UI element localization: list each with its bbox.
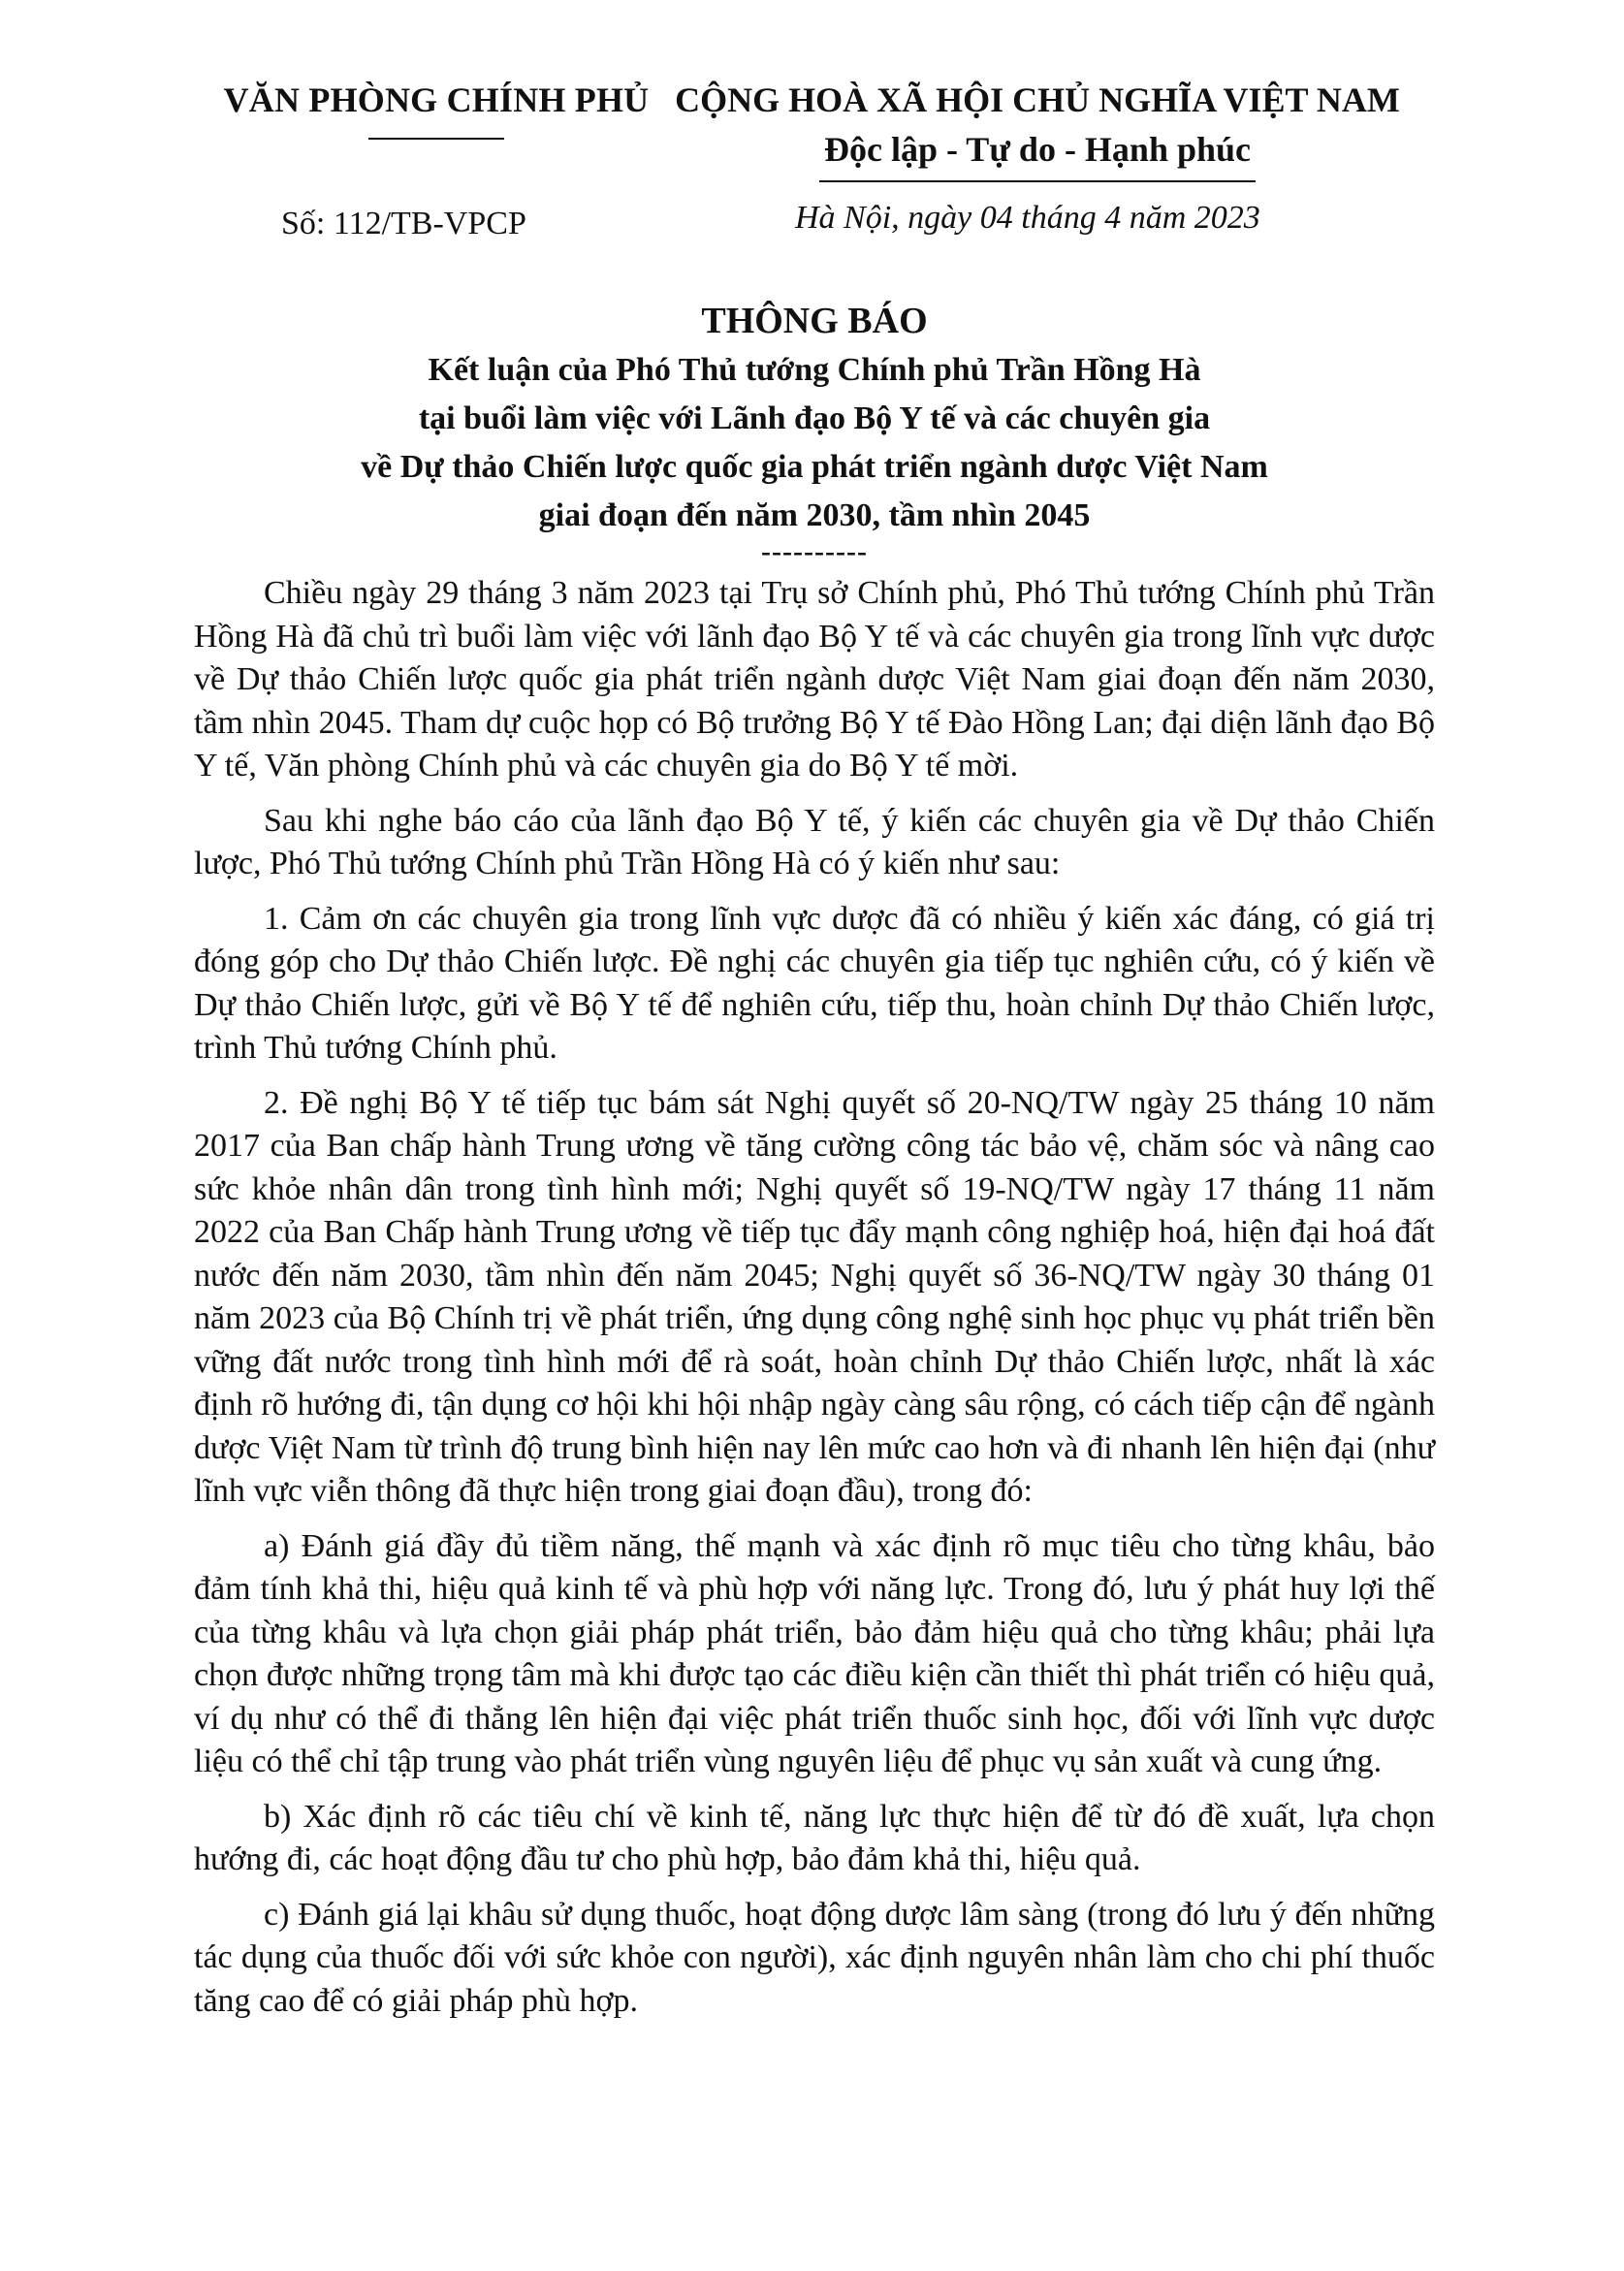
body-paragraph: b) Xác định rõ các tiêu chí về kinh tế, năng lực thực hiện để từ đó đề xuất, lựa chọn hướng đi, các hoạt động đầu tư cho phù hợp, bảo đảm khả thi, hiệu quả.	[194, 1798, 1435, 1877]
national-motto: Độc lập - Tự do - Hạnh phúc	[823, 130, 1252, 169]
body-paragraph: 2. Đề nghị Bộ Y tế tiếp tục bám sát Nghị quyết số 20-NQ/TW ngày 25 tháng 10 năm 2017 của Ban chấp hành Trung ương về tăng cường công tác bảo vệ, chăm sóc và nâng cao sức khỏe nhân dân trong tình hình mới; Nghị quyết số 19-NQ/TW ngày 17 tháng 11 năm 2022 của Ban Chấp hành Trung ương về tiếp tục đẩy mạnh công nghiệp hoá, hiện đại hoá đất nước đến năm 2030, tầm nhìn đến năm 2045; Nghị quyết số 36-NQ/TW ngày 30 tháng 01 năm 2023 của Bộ Chính trị về phát triển, ứng dụng công nghệ sinh học phục vụ phát triển bền vững đất nước trong tình hình mới để rà soát, hoàn chỉnh Dự thảo Chiến lược, nhất là xác định rõ hướng đi, tận dụng cơ hội khi hội nhập ngày càng sâu rộng, có cách tiếp cận để ngành dược Việt Nam từ trình độ trung bình hiện nay lên mức cao hơn và đi nhanh lên hiện đại (như lĩnh vực viễn thông đã thực hiện trong giai đoạn đầu), trong đó:	[194, 1084, 1435, 1509]
body-paragraph: Chiều ngày 29 tháng 3 năm 2023 tại Trụ sở Chính phủ, Phó Thủ tướng Chính phủ Trần Hồng Hà đã chủ trì buổi làm việc với lãnh đạo Bộ Y tế và các chuyên gia trong lĩnh vực dược về Dự thảo Chiến lược quốc gia phát triển ngành dược Việt Nam giai đoạn đến năm 2030, tầm nhìn 2045. Tham dự cuộc họp có Bộ trưởng Bộ Y tế Đào Hồng Lan; đại diện lãnh đạo Bộ Y tế, Văn phòng Chính phủ và các chuyên gia do Bộ Y tế mời.	[194, 575, 1435, 784]
country-name: CỘNG HOÀ XÃ HỘI CHỦ NGHĨA VIỆT NAM	[675, 80, 1400, 119]
body-paragraph: Sau khi nghe báo cáo của lãnh đạo Bộ Y tế, ý kiến các chuyên gia về Dự thảo Chiến lược, Phó Thủ tướng Chính phủ Trần Hồng Hà có ý kiến như sau:	[194, 802, 1435, 881]
body-paragraph: a) Đánh giá đầy đủ tiềm năng, thế mạnh và xác định rõ mục tiêu cho từng khâu, bảo đảm tính khả thi, hiệu quả kinh tế và phù hợp với năng lực. Trong đó, lưu ý phát huy lợi thế của từng khâu và lựa chọn giải pháp phát triển, bảo đảm hiệu quả cho từng khâu; phải lựa chọn được những trọng tâm mà khi được tạo các điều kiện cần thiết thì phát triển có hiệu quả, ví dụ như có thể đi thẳng lên hiện đại việc phát triển thuốc sinh học, đối với lĩnh vực dược liệu có thể chỉ tập trung vào phát triển vùng nguyên liệu để phục vụ sản xuất và cung ứng.	[194, 1527, 1435, 1779]
agency-underline	[368, 138, 504, 140]
agency-name: VĂN PHÒNG CHÍNH PHỦ	[223, 80, 650, 119]
body-paragraph: 1. Cảm ơn các chuyên gia trong lĩnh vực dược đã có nhiều ý kiến xác đáng, có giá trị đóng góp cho Dự thảo Chiến lược. Đề nghị các chuyên gia tiếp tục nghiên cứu, có ý kiến về Dự thảo Chiến lược, gửi về Bộ Y tế để nghiên cứu, tiếp thu, hoàn chỉnh Dự thảo Chiến lược, trình Thủ tướng Chính phủ.	[194, 900, 1435, 1066]
header-agency-block	[208, 76, 664, 140]
document-number: Số: 112/TB-VPCP	[281, 206, 526, 241]
title-block	[194, 296, 1435, 567]
title-separator: ----------	[761, 535, 868, 567]
subtitle-line: tại buổi làm việc với Lãnh đạo Bộ Y tế và các chuyên gia	[418, 400, 1211, 436]
header-national-block	[659, 76, 1416, 182]
motto-underline	[819, 180, 1256, 182]
subtitle-line: Kết luận của Phó Thủ tướng Chính phủ Trần Hồng Hà	[428, 352, 1201, 388]
body-paragraph: c) Đánh giá lại khâu sử dụng thuốc, hoạt động dược lâm sàng (trong đó lưu ý đến những tác dụng của thuốc đối với sức khỏe con người), xác định nguyên nhân làm cho chi phí thuốc tăng cao để có giải pháp phù hợp.	[194, 1896, 1435, 2019]
document-body	[194, 572, 1435, 2034]
subtitle-line: giai đoạn đến năm 2030, tầm nhìn 2045	[538, 497, 1091, 533]
document-type: THÔNG BÁO	[701, 301, 928, 341]
place-and-date: Hà Nội, ngày 04 tháng 4 năm 2023	[795, 200, 1260, 236]
subtitle-line: về Dự thảo Chiến lược quốc gia phát triển ngành dược Việt Nam	[361, 449, 1268, 485]
